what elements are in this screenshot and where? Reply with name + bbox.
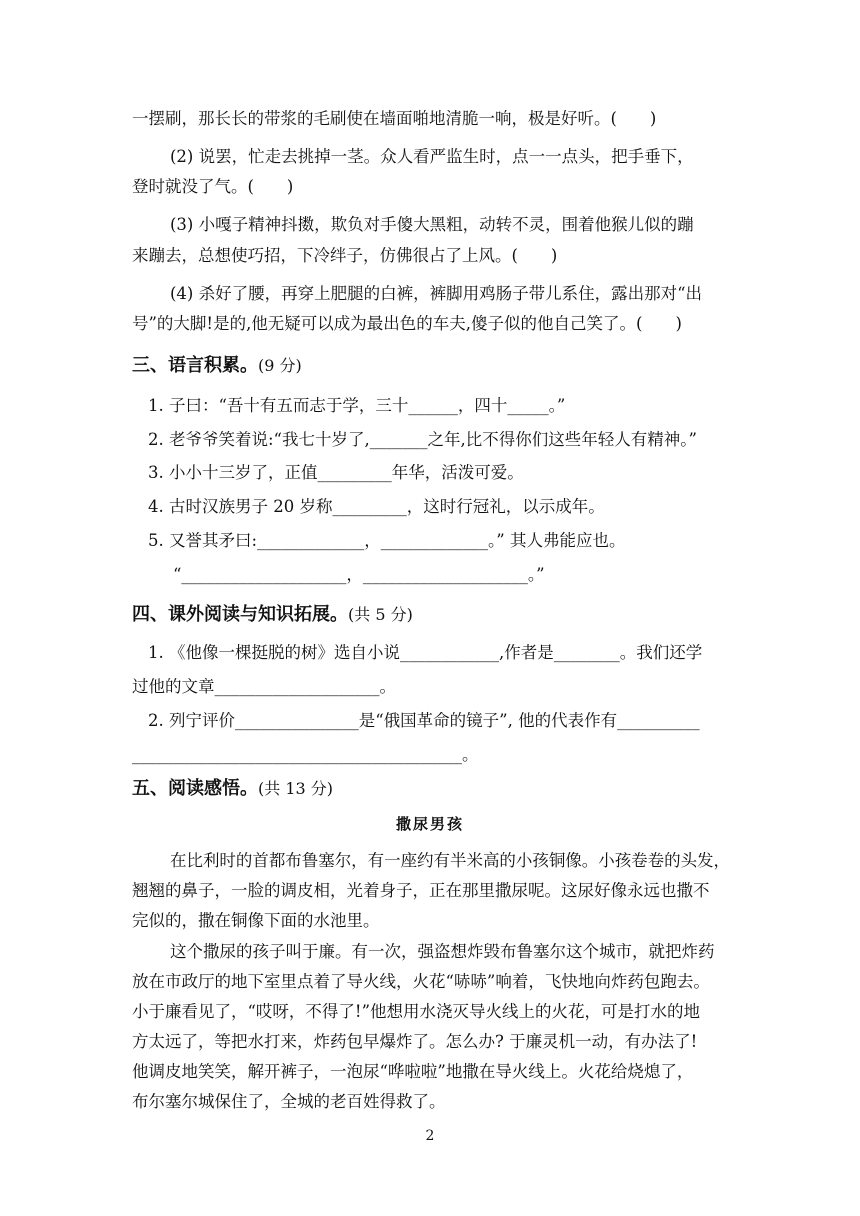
section3-title: 三、语言积累。 [132,355,258,376]
section3-heading [132,351,302,377]
section3-points: (9 分) [258,356,302,375]
section5-heading [132,774,333,800]
story-p2-line2: 放在市政厅的地下室里点着了导火线，火花“哧哧”响着，飞快地向炸药包跑去。 [132,972,710,991]
section2-q2-line2: 登时就没了气。( ) [132,177,294,196]
section3-item3: 3. 小小十三岁了，正值_________年华，活泼可爱。 [148,463,524,482]
story-p1-line3: 完似的，撒在铜像下面的水池里。 [132,911,380,930]
section4-points: (共 5 分) [348,605,413,624]
story-p2-line6: 布尔塞尔城保住了，全城的老百姓得救了。 [132,1092,446,1111]
section3-item1: 1. 子曰：“吾十有五而志于学，三十______，四十_____。” [148,396,566,415]
section4-title: 四、课外阅读与知识拓展。 [132,604,348,625]
section4-item1-line1: 1. 《他像一棵挺脱的树》选自小说____________,作者是________。我们还学 [148,643,703,662]
section2-q1-continuation: 一摆刷，那长长的带浆的毛刷使在墙面啪地清脆一响，极是好听。( ) [132,109,657,128]
section5-points: (共 13 分) [258,779,334,798]
section4-item2-line2: ________________________________________。 [132,745,479,764]
story-p2-line3: 小于廉看见了，“哎呀，不得了!”他想用水浇灭导火线上的火花，可是打水的地 [132,1002,701,1021]
story-p1-line1: 在比利时的首都布鲁塞尔，有一座约有半米高的小孩铜像。小孩卷卷的头发， [170,851,731,870]
story-p2-line1: 这个撒尿的孩子叫于廉。有一次，强盗想炸毁布鲁塞尔这个城市，就把炸药 [170,942,715,961]
section2-q3-line1: (3) 小嘎子精神抖擞，欺负对手傻大黑粗，动转不灵，围着他猴儿似的蹦 [170,215,694,234]
section2-q2-line1: (2) 说罢，忙走去挑掉一茎。众人看严监生时，点一一点头，把手垂下， [170,147,694,166]
section4-heading [132,600,413,626]
story-p2-line4: 方太远了，等把水打来，炸药包早爆炸了。怎么办? 于廉灵机一动，有办法了! [132,1032,698,1051]
story-title: 撒尿男孩 [395,815,464,833]
story-p1-line2: 翘翘的鼻子，一脸的调皮相，光着身子，正在那里撒尿呢。这尿好像永远也撒不 [132,881,710,900]
section2-q4-line2: 号”的大脚!是的,他无疑可以成为最出色的车夫,傻子似的他自己笑了。( ) [132,314,682,333]
section3-item5: 5. 又誉其矛曰:_____________，_____________。” 其人弗能应也。 [148,531,626,550]
section4-item1-line2: 过他的文章____________________。 [132,677,396,696]
page-number: 2 [425,1128,435,1144]
section4-item2-line1: 2. 列宁评价_______________是“俄国革命的镜子”, 他的代表作有__________ [148,711,700,730]
story-p2-line5: 他调皮地笑笑，解开裤子，一泡尿“哗啦啦”地撒在导火线上。火花给烧熄了， [132,1062,694,1081]
section2-q3-line2: 来蹦去，总想使巧招，下冷绊子，仿佛很占了上风。( ) [132,246,558,265]
section3-item2: 2. 老爷爷笑着说:“我七十岁了,_______之年,比不得你们这些年轻人有精神。” [148,430,697,449]
section2-q4-line1: (4) 杀好了腰，再穿上肥腿的白裤，裤脚用鸡肠子带儿系住，露出那对“出 [170,284,703,303]
section5-title: 五、阅读感悟。 [132,778,258,799]
section3-item4: 4. 古时汉族男子 20 岁称_________，这时行冠礼，以示成年。 [148,497,605,516]
section3-item5-line2: “____________________，____________________。” [173,565,545,584]
